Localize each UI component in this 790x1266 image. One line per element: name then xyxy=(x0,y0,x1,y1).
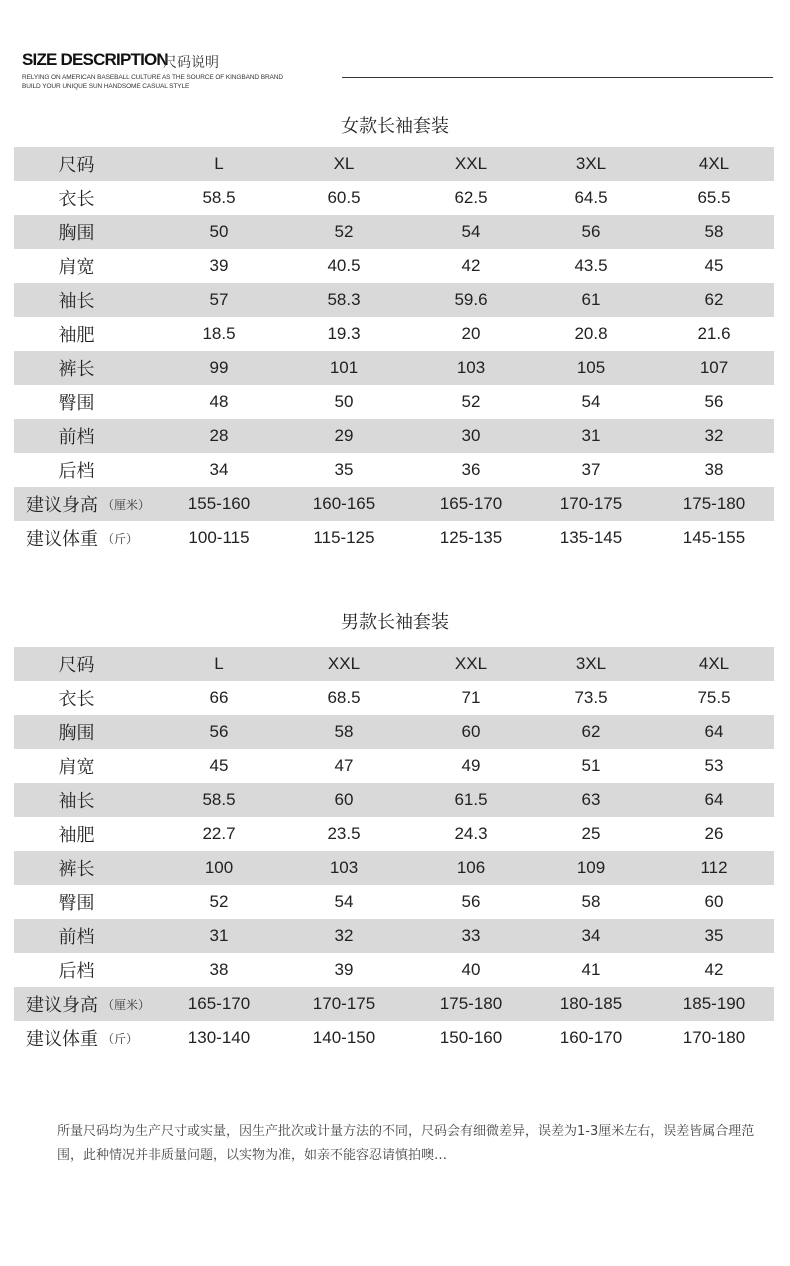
table-cell: 47 xyxy=(334,756,354,775)
row-label: 裤长 xyxy=(58,859,95,880)
table-cell: 42 xyxy=(461,256,481,275)
row-label: 袖肥 xyxy=(58,325,95,346)
table-cell: 100-115 xyxy=(188,528,250,547)
table-cell: 56 xyxy=(209,722,229,741)
table-cell: 54 xyxy=(334,892,354,911)
table-cell: 39 xyxy=(209,256,229,275)
table-row xyxy=(14,953,774,987)
table-cell: 28 xyxy=(209,426,229,445)
men-section-title: 男款长袖套装 xyxy=(341,612,449,633)
table-cell: 145-155 xyxy=(682,528,746,547)
table-cell: 101 xyxy=(329,358,359,377)
table-cell: 52 xyxy=(209,892,229,911)
header-subtitle: 尺码说明 xyxy=(163,55,219,71)
table-cell: 60.5 xyxy=(327,188,361,207)
table-cell: 18.5 xyxy=(202,324,236,343)
table-cell: 140-150 xyxy=(312,1028,376,1047)
row-label-text: 建议身高 xyxy=(26,995,98,1016)
table-cell: 103 xyxy=(329,858,359,877)
table-cell: 19.3 xyxy=(327,324,361,343)
row-label xyxy=(14,521,176,555)
row-label: 袖肥 xyxy=(58,825,95,846)
table-cell: 40 xyxy=(461,960,481,979)
table-cell: 54 xyxy=(461,222,481,241)
table-cell: 25 xyxy=(581,824,601,843)
table-cell: 56 xyxy=(461,892,481,911)
table-cell: 62.5 xyxy=(454,188,488,207)
table-cell: 20.8 xyxy=(574,324,608,343)
table-header-row xyxy=(14,147,774,181)
table-cell: 58 xyxy=(704,222,724,241)
table-row xyxy=(14,181,774,215)
table-cell: 30 xyxy=(461,426,481,445)
table-cell: 62 xyxy=(581,722,601,741)
table-cell: 48 xyxy=(209,392,229,411)
table-row xyxy=(14,919,774,953)
table-cell: 26 xyxy=(704,824,724,843)
table-cell: 51 xyxy=(581,756,601,775)
table-cell: 103 xyxy=(456,358,486,377)
table-cell: 49 xyxy=(461,756,481,775)
table-cell: 31 xyxy=(209,926,229,945)
table-row xyxy=(14,783,774,817)
row-label xyxy=(14,1021,176,1055)
table-cell: 31 xyxy=(581,426,601,445)
table-cell: 180-185 xyxy=(559,994,623,1013)
header-cell: L xyxy=(214,654,224,673)
row-label: 臀围 xyxy=(58,893,95,914)
row-label: 裤长 xyxy=(58,359,95,380)
table-row xyxy=(14,453,774,487)
suggested-height-row xyxy=(14,987,774,1021)
table-cell: 58 xyxy=(581,892,601,911)
header-cell: 3XL xyxy=(575,154,607,173)
table-cell: 106 xyxy=(456,858,486,877)
table-cell: 50 xyxy=(209,222,229,241)
table-cell: 45 xyxy=(704,256,724,275)
row-label-text: 建议身高 xyxy=(26,495,98,516)
table-cell: 24.3 xyxy=(454,824,488,843)
row-label: 衣长 xyxy=(58,689,95,710)
suggested-weight-row xyxy=(14,521,774,555)
table-cell: 63 xyxy=(581,790,601,809)
size-description-header xyxy=(22,48,782,98)
table-row xyxy=(14,351,774,385)
table-cell: 37 xyxy=(581,460,601,479)
row-label: 肩宽 xyxy=(58,257,95,278)
table-cell: 32 xyxy=(334,926,354,945)
table-cell: 64 xyxy=(704,722,724,741)
table-cell: 61 xyxy=(581,290,601,309)
row-label xyxy=(14,487,176,521)
row-label: 袖长 xyxy=(58,791,95,812)
table-row xyxy=(14,249,774,283)
row-label-unit: （斤） xyxy=(102,1031,139,1046)
table-cell: 33 xyxy=(461,926,481,945)
table-cell: 160-170 xyxy=(559,1028,623,1047)
table-cell: 64.5 xyxy=(574,188,608,207)
row-label: 袖长 xyxy=(58,291,95,312)
header-cell: 3XL xyxy=(575,654,607,673)
table-cell: 165-170 xyxy=(187,994,251,1013)
table-cell: 185-190 xyxy=(682,994,746,1013)
table-cell: 175-180 xyxy=(682,494,746,513)
table-cell: 58 xyxy=(334,722,354,741)
header-cell: 4XL xyxy=(698,654,730,673)
table-cell: 130-140 xyxy=(187,1028,251,1047)
header-title: SIZE DESCRIPTION xyxy=(22,50,168,69)
row-label-unit: （斤） xyxy=(102,531,139,546)
table-cell: 170-180 xyxy=(682,1028,746,1047)
row-label-text: 建议体重 xyxy=(26,1029,98,1050)
table-cell: 52 xyxy=(461,392,481,411)
header-cell-size: 尺码 xyxy=(58,155,95,176)
table-cell: 60 xyxy=(461,722,481,741)
table-cell: 38 xyxy=(704,460,724,479)
table-cell: 71 xyxy=(461,688,481,707)
header-cell: L xyxy=(214,154,224,173)
table-cell: 61.5 xyxy=(454,790,488,809)
table-cell: 66 xyxy=(209,688,229,707)
header-cell-size: 尺码 xyxy=(58,655,95,676)
table-cell: 105 xyxy=(576,358,606,377)
table-cell: 73.5 xyxy=(574,688,608,707)
table-cell: 36 xyxy=(461,460,481,479)
men-size-table xyxy=(14,647,774,1055)
row-label: 前档 xyxy=(58,927,95,948)
table-cell: 60 xyxy=(704,892,724,911)
table-cell: 65.5 xyxy=(697,188,731,207)
table-cell: 58.5 xyxy=(202,790,236,809)
table-cell: 32 xyxy=(704,426,724,445)
row-label xyxy=(14,987,176,1021)
table-cell: 54 xyxy=(581,392,601,411)
table-cell: 29 xyxy=(334,426,354,445)
table-row xyxy=(14,715,774,749)
header-cell: 4XL xyxy=(698,154,730,173)
header-tagline-1: RELYING ON AMERICAN BASEBALL CULTURE AS THE SOURCE OF KINGBAND BRAND xyxy=(22,74,283,81)
table-cell: 38 xyxy=(209,960,229,979)
row-label: 衣长 xyxy=(58,189,95,210)
table-cell: 34 xyxy=(581,926,601,945)
header-cell: XXL xyxy=(454,154,488,173)
table-row xyxy=(14,317,774,351)
table-cell: 58.5 xyxy=(202,188,236,207)
table-cell: 20 xyxy=(461,324,481,343)
suggested-weight-row xyxy=(14,1021,774,1055)
table-cell: 68.5 xyxy=(327,688,361,707)
header-cell: XL xyxy=(333,154,355,173)
table-cell: 59.6 xyxy=(454,290,488,309)
table-cell: 175-180 xyxy=(439,994,503,1013)
table-cell: 60 xyxy=(334,790,354,809)
table-cell: 160-165 xyxy=(312,494,376,513)
row-label: 臀围 xyxy=(58,393,95,414)
table-cell: 56 xyxy=(704,392,724,411)
table-row xyxy=(14,749,774,783)
table-row xyxy=(14,385,774,419)
table-cell: 56 xyxy=(581,222,601,241)
table-cell: 170-175 xyxy=(312,994,376,1013)
row-label-unit: （厘米） xyxy=(102,497,151,512)
row-label: 胸围 xyxy=(58,223,95,244)
header-tagline-2: BUILD YOUR UNIQUE SUN HANDSOME CASUAL STYLE xyxy=(22,83,190,90)
table-cell: 62 xyxy=(704,290,724,309)
table-cell: 34 xyxy=(209,460,229,479)
row-label: 后档 xyxy=(58,461,95,482)
table-header-row xyxy=(14,647,774,681)
table-cell: 52 xyxy=(334,222,354,241)
table-cell: 155-160 xyxy=(187,494,251,513)
table-cell: 75.5 xyxy=(697,688,731,707)
table-cell: 135-145 xyxy=(559,528,623,547)
row-label: 胸围 xyxy=(58,723,95,744)
size-disclaimer-note: 所量尺码均为生产尺寸或实量，因生产批次或计量方法的不同，尺码会有细微差异，误差为1-3厘米左右，误差皆属合理范围，此种情况并非质量问题，以实物为准，如亲不能容忍请慎拍噢… xyxy=(57,1124,755,1163)
header-divider xyxy=(342,77,773,78)
table-cell: 41 xyxy=(581,960,601,979)
women-size-table xyxy=(14,147,774,555)
table-cell: 64 xyxy=(704,790,724,809)
row-label-unit: （厘米） xyxy=(102,997,151,1012)
table-cell: 50 xyxy=(334,392,354,411)
row-label: 前档 xyxy=(58,427,95,448)
table-cell: 99 xyxy=(209,358,229,377)
table-cell: 115-125 xyxy=(313,528,375,547)
women-section-title: 女款长袖套装 xyxy=(341,116,449,137)
table-row xyxy=(14,885,774,919)
row-label: 肩宽 xyxy=(58,757,95,778)
table-cell: 109 xyxy=(576,858,606,877)
table-cell: 107 xyxy=(699,358,729,377)
table-row xyxy=(14,851,774,885)
table-cell: 112 xyxy=(700,858,728,877)
table-row xyxy=(14,681,774,715)
table-cell: 165-170 xyxy=(439,494,503,513)
table-cell: 53 xyxy=(704,756,724,775)
header-cell: XXL xyxy=(454,654,488,673)
table-cell: 125-135 xyxy=(439,528,503,547)
table-row xyxy=(14,283,774,317)
row-label-text: 建议体重 xyxy=(26,529,98,550)
header-cell: XXL xyxy=(327,654,361,673)
suggested-height-row xyxy=(14,487,774,521)
table-cell: 22.7 xyxy=(202,824,236,843)
row-label: 后档 xyxy=(58,961,95,982)
table-row xyxy=(14,419,774,453)
table-cell: 39 xyxy=(334,960,354,979)
table-cell: 43.5 xyxy=(574,256,608,275)
table-cell: 57 xyxy=(209,290,229,309)
table-cell: 35 xyxy=(704,926,724,945)
table-cell: 21.6 xyxy=(697,324,731,343)
table-cell: 58.3 xyxy=(327,290,361,309)
table-cell: 45 xyxy=(209,756,229,775)
table-cell: 35 xyxy=(334,460,354,479)
table-cell: 100 xyxy=(204,858,234,877)
table-cell: 42 xyxy=(704,960,724,979)
table-row xyxy=(14,817,774,851)
table-cell: 170-175 xyxy=(559,494,623,513)
table-cell: 23.5 xyxy=(327,824,361,843)
table-cell: 150-160 xyxy=(439,1028,503,1047)
table-row xyxy=(14,215,774,249)
table-cell: 40.5 xyxy=(327,256,361,275)
